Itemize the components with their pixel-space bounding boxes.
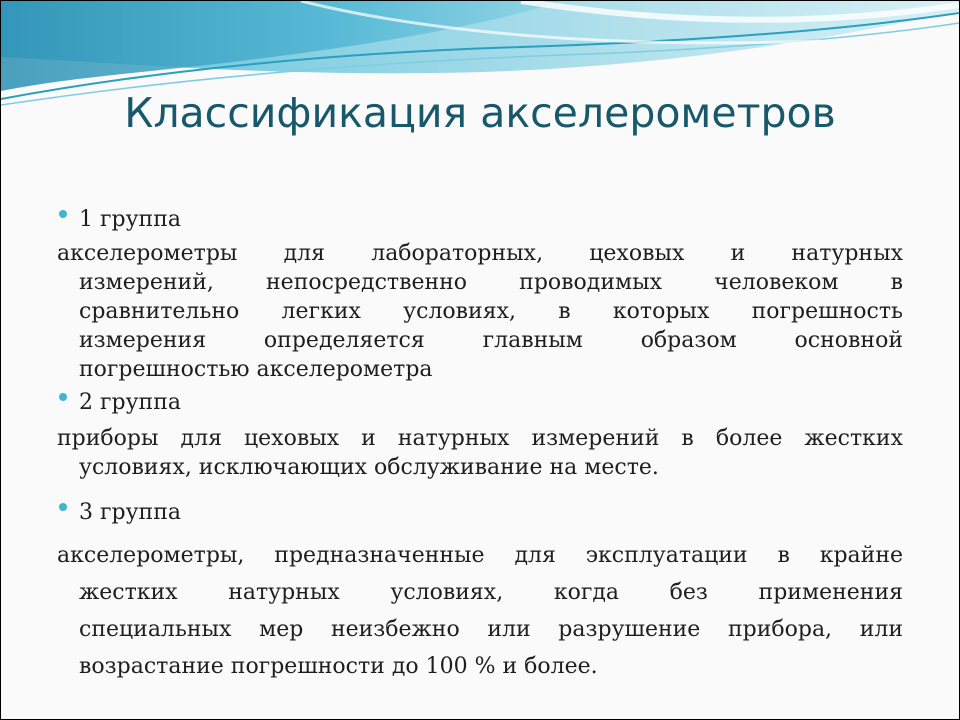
group-heading bbox=[57, 389, 903, 417]
description-line: специальных мер неизбежно или разрушение прибора, или bbox=[79, 617, 903, 642]
group-description bbox=[57, 537, 903, 685]
description-line: акселерометры, предназначенные для эксплуатации в крайне bbox=[57, 543, 903, 568]
description-line: измерений, непосредственно проводимых человеком в bbox=[79, 270, 903, 295]
group-2 bbox=[57, 389, 903, 482]
description-line: сравнительно легких условиях, в которых погрешность bbox=[79, 299, 903, 324]
group-label: 3 группа bbox=[79, 500, 181, 525]
slide bbox=[1, 1, 959, 719]
group-description bbox=[57, 424, 903, 482]
bullet-icon bbox=[59, 210, 67, 218]
group-label: 2 группа bbox=[79, 390, 181, 415]
description-line: погрешностью акселерометра bbox=[79, 357, 433, 382]
slide-content bbox=[57, 206, 903, 685]
description-line: жестких натурных условиях, когда без применения bbox=[79, 580, 903, 605]
group-description bbox=[57, 239, 903, 384]
description-line: условиях, исключающих обслуживание на месте. bbox=[79, 455, 659, 480]
description-line: акселерометры для лабораторных, цеховых и натурных bbox=[57, 241, 903, 266]
bullet-icon bbox=[59, 393, 67, 401]
group-heading bbox=[57, 206, 903, 234]
group-label: 1 группа bbox=[79, 207, 181, 232]
description-line: измерения определяется главным образом основной bbox=[79, 328, 903, 353]
description-line: возрастание погрешности до 100 % и более. bbox=[79, 654, 598, 679]
group-3 bbox=[57, 499, 903, 685]
slide-title: Классификация акселерометров bbox=[124, 89, 836, 137]
description-line: приборы для цеховых и натурных измерений в более жестких bbox=[57, 426, 903, 451]
group-heading bbox=[57, 499, 903, 527]
group-1 bbox=[57, 206, 903, 384]
bullet-icon bbox=[59, 503, 67, 511]
